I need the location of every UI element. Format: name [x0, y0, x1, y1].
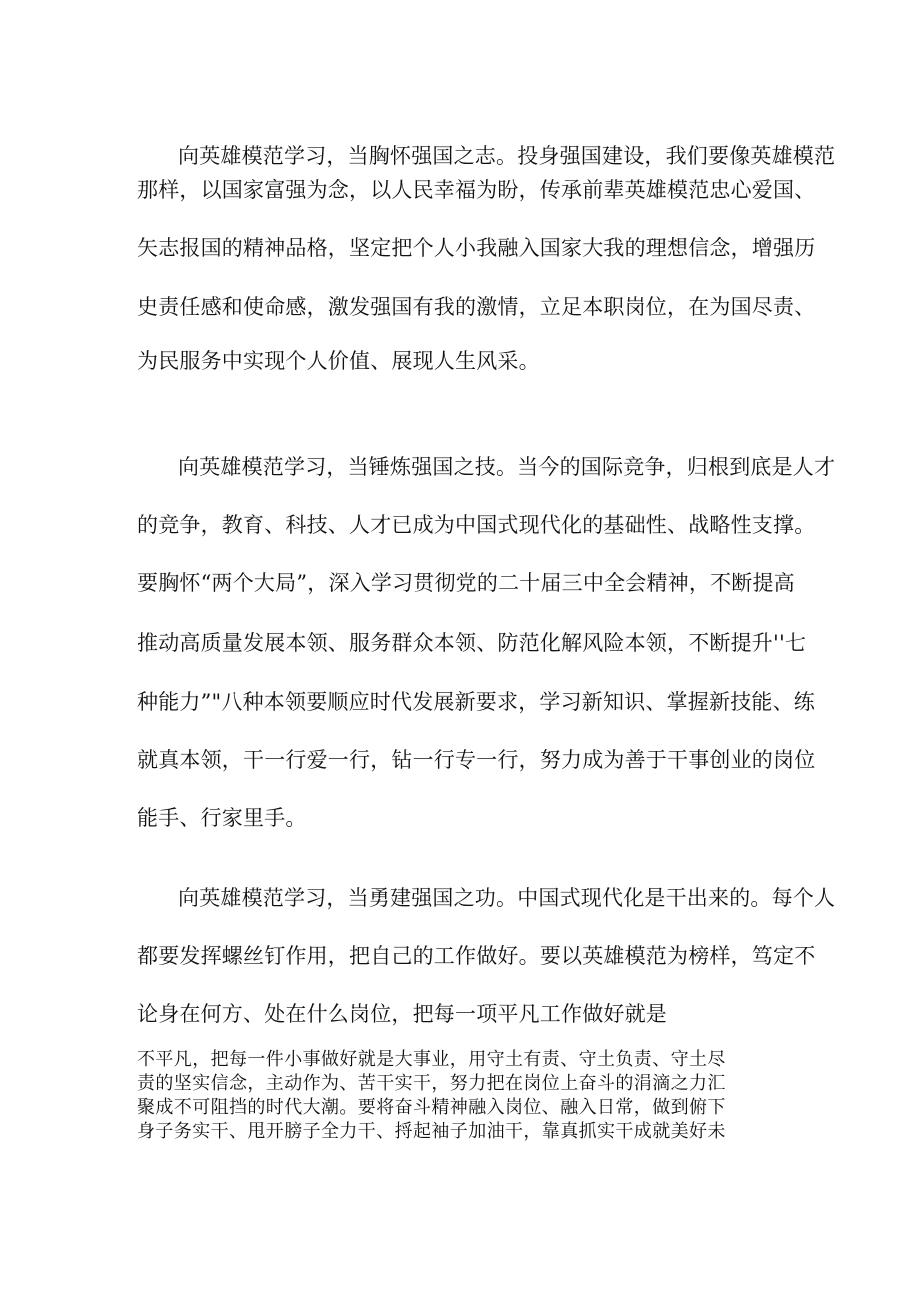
paragraph-3-line-1: 向英雄模范学习，当勇建强国之功。中国式现代化是干出来的。每个人: [178, 886, 836, 910]
paragraph-4-line-2: 责的坚实信念，主动作为、苦干实干，努力把在岗位上奋斗的涓滴之力汇: [137, 1073, 726, 1094]
paragraph-1-line-5: 为民服务中实现个人价值、展现人生风采。: [137, 349, 540, 373]
paragraph-3-line-2: 都要发挥螺丝钉作用，把自己的工作做好。要以英雄模范为榜样，笃定不: [137, 944, 816, 968]
paragraph-4-line-3: 聚成不可阻挡的时代大潮。要将奋斗精神融入岗位、融入日常，做到俯下: [137, 1097, 726, 1118]
paragraph-2-line-1: 向英雄模范学习，当锤炼强国之技。当今的国际竞争，归根到底是人才: [178, 455, 836, 479]
paragraph-2-line-3: 要胸怀“两个大局”，深入学习贯彻党的二十届三中全会精神，不断提高: [137, 571, 795, 595]
paragraph-2-line-4: 推动高质量发展本领、服务群众本领、防范化解风险本领，不断提升''七: [137, 631, 807, 655]
paragraph-1-line-3: 矢志报国的精神品格，坚定把个人小我融入国家大我的理想信念，增强历: [137, 236, 816, 260]
paragraph-4-line-1: 不平凡，把每一件小事做好就是大事业，用守土有责、守土负责、守土尽: [137, 1049, 726, 1070]
paragraph-2-line-5: 种能力”"八种本领要顺应时代发展新要求，学习新知识、掌握新技能、练: [137, 690, 815, 714]
paragraph-2-line-6: 就真本领，干一行爱一行，钻一行专一行，努力成为善于干事创业的岗位: [137, 748, 816, 772]
paragraph-1-line-2: 那样，以国家富强为念，以人民幸福为盼，传承前辈英雄模范忠心爱国、: [137, 178, 816, 202]
paragraph-3-line-3: 论身在何方、处在什么岗位，把每一项平凡工作做好就是: [137, 1002, 667, 1026]
paragraph-4-line-4: 身子务实干、甩开膀子全力干、捋起袖子加油干，靠真抓实干成就美好未: [137, 1121, 726, 1142]
paragraph-2-line-2: 的竞争，教育、科技、人才已成为中国式现代化的基础性、战略性支撑。: [137, 513, 816, 537]
paragraph-2-line-7: 能手、行家里手。: [137, 806, 307, 830]
paragraph-1-line-1: 向英雄模范学习，当胸怀强国之志。投身强国建设，我们要像英雄模范: [178, 144, 836, 168]
paragraph-1-line-4: 史责任感和使命感，激发强国有我的激情，立足本职岗位，在为国尽责、: [137, 295, 816, 319]
